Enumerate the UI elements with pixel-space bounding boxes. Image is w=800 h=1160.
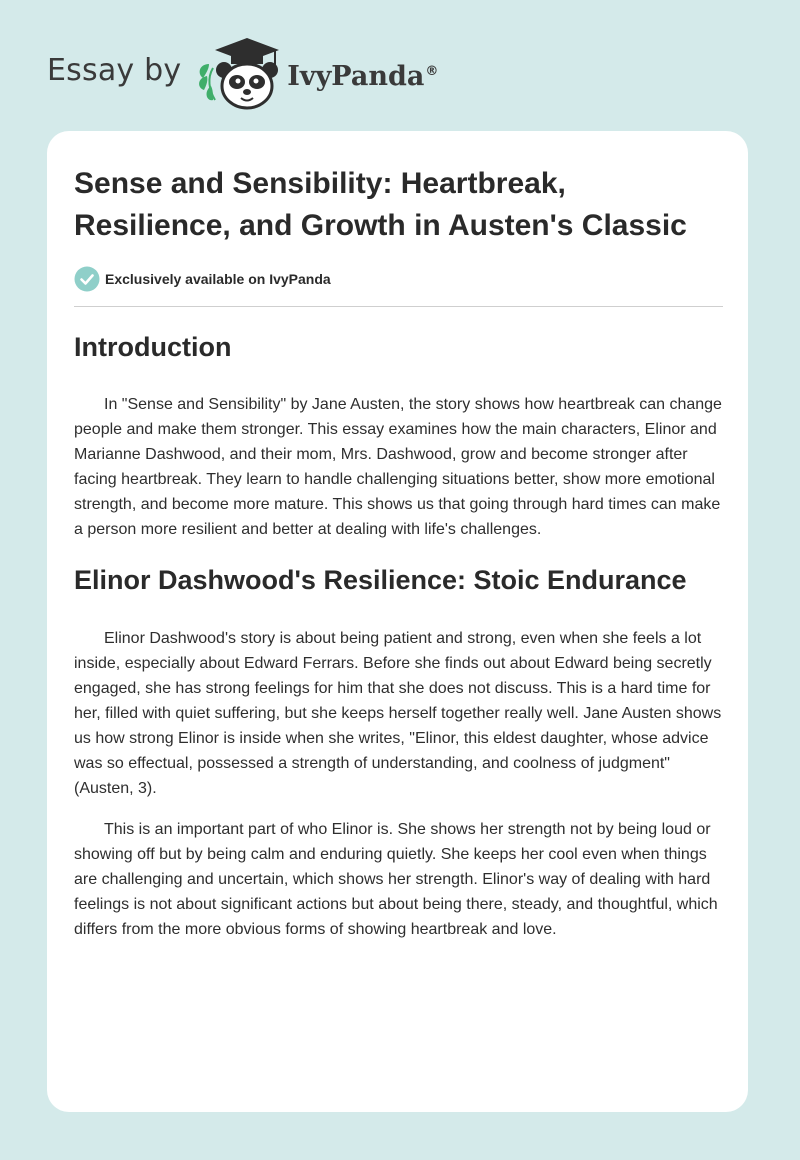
brand-prefix: Essay by [47, 52, 182, 88]
brand-name: IvyPanda® [287, 60, 439, 92]
paragraph: In "Sense and Sensibility" by Jane Austen, the story shows how heartbreak can change people and make them stronger. This essay examines how the main characters, Elinor and Marianne Dashwood, and their mom, Mrs. Dashwood, grow and become stronger after facing heartbreak. They learn to handle challenging situations better, show more emotional strength, and become more mature. This shows us that going through hard times can make a person more resilient and better at dealing with life's challenges. [74, 396, 722, 538]
registered-mark: ® [425, 63, 439, 79]
section-heading-elinor-resilience: Elinor Dashwood's Resilience: Stoic Endurance [74, 565, 687, 595]
site-brand[interactable] [47, 36, 438, 112]
essay-title: Sense and Sensibility: Heartbreak, Resilience, and Growth in Austen's Classic [74, 167, 687, 242]
essay-card [47, 131, 748, 1112]
exclusive-label: Exclusively available on IvyPanda [105, 271, 331, 287]
section-heading-introduction: Introduction [74, 332, 232, 362]
exclusive-badge [74, 266, 722, 292]
panda-logo-icon [195, 36, 285, 112]
paragraph: Elinor Dashwood's story is about being patient and strong, even when she feels a lot inside, especially about Edward Ferrars. Before she finds out about Edward being secretly engaged, she has strong feelings for him that she does not discuss. This is a hard time for her, filled with quiet suffering, but she keeps herself together really well. Jane Austen shows us how strong Elinor is inside when she writes, "Elinor, this eldest daughter, whose advice was so effectual, possessed a strength of understanding, and coolness of judgment" (Austen, 3). [74, 630, 722, 797]
check-circle-icon [74, 266, 100, 292]
paragraph: This is an important part of who Elinor is. She shows her strength not by being loud or showing off but by being calm and enduring quietly. She keeps her cool even when things are challenging and uncertain, which shows her strength. Elinor's way of dealing with hard feelings is not about significant actions but about being there, steady, and thoughtful, which differs from the more obvious forms of showing heartbreak and love. [74, 821, 718, 938]
title-divider [74, 306, 723, 307]
